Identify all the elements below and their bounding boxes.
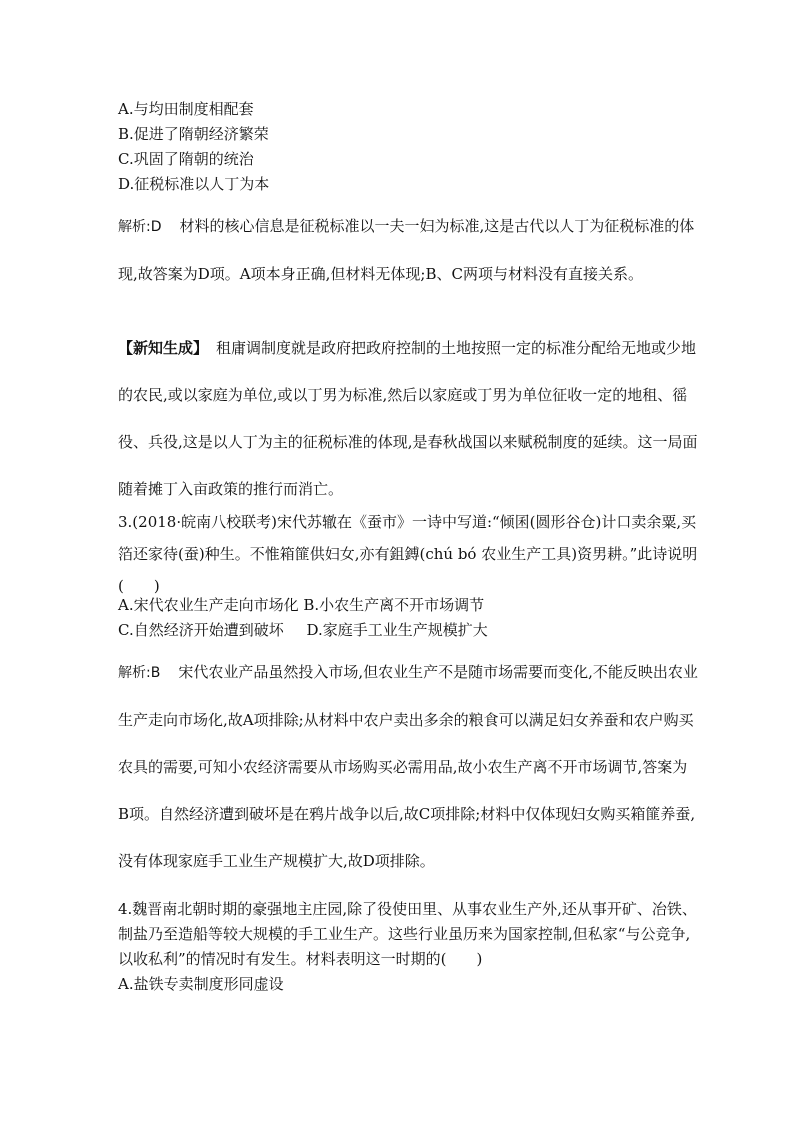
q2-option-b: B.促进了隋朝经济繁荣 — [118, 125, 269, 143]
q3-options — [118, 593, 698, 643]
q3-option-d: D.家庭手工业生产规模扩大 — [306, 621, 488, 639]
q3-analysis-text: 宋代农业产品虽然投入市场,但农业生产不是随市场需要而变化,不能反映出农业生产走向市场化,故A项排除;从材料中农户卖出多余的粮食可以满足妇女养蚕和农户购买农具的需要,可知小农经济需要从市场购买必需用品,故小农生产离不开市场调节,答案为B项。自然经济遭到破坏是在鸦片战争以后,故C项排除;材料中仅体现妇女购买箱篚养蚕,没有体现家庭手工业生产规模扩大,故D项排除。 — [118, 663, 698, 870]
q3-analysis — [118, 649, 698, 885]
q2-option-a: A.与均田制度相配套 — [118, 100, 254, 118]
q3-option-b: B.小农生产离不开市场调节 — [303, 596, 485, 614]
q2-analysis-text: 材料的核心信息是征税标准以一夫一妇为标准,这是古代以人丁为征税标准的体现,故答案为D项。A项本身正确,但材料无体现;B、C两项与材料没有直接关系。 — [118, 217, 695, 283]
q3-stem — [118, 506, 698, 602]
q2-analysis-label: 解析:D — [118, 219, 162, 235]
q4-stem — [118, 897, 698, 997]
q3-stem-text: 3.(2018·皖南八校联考)宋代苏辙在《蚕市》一诗中写道:“倾囷(圆形谷仓)计口卖余粟,买箔还家待(蚕)种生。不惟箱篚供妇女,亦有鉏鎛(chú bó 农业生产工具)资男耕。”此诗说明( ) — [118, 513, 698, 595]
q2-analysis — [118, 203, 698, 298]
new-knowledge-text: 租庸调制度就是政府把政府控制的土地按照一定的标准分配给无地或少地的农民,或以家庭为单位,或以丁男为标准,然后以家庭或丁男为单位征收一定的地租、徭役、兵役,这是以人丁为主的征税标准的体现,是春秋战国以来赋税制度的延续。这一局面随着摊丁入亩政策的推行而消亡。 — [118, 339, 698, 498]
q3-analysis-label: 解析:B — [118, 665, 161, 681]
q4-stem-text: 4.魏晋南北朝时期的豪强地主庄园,除了役使田里、从事农业生产外,还从事开矿、冶铁、制盐乃至造船等较大规模的手工业生产。这些行业虽历来为国家控制,但私家“与公竞争,以收私利”的情况时有发生。材料表明这一时期的( ) — [118, 900, 697, 968]
q4-option-a: A.盐铁专卖制度形同虚设 — [118, 975, 284, 993]
q3-option-a: A.宋代农业生产走向市场化 — [118, 596, 299, 614]
new-knowledge-label: 【新知生成】 — [118, 339, 209, 357]
q2-options — [118, 97, 698, 197]
q3-option-c: C.自然经济开始遭到破坏 — [118, 621, 284, 639]
q2-new-knowledge — [118, 325, 698, 513]
q2-option-d: D.征税标准以人丁为本 — [118, 175, 270, 193]
q2-option-c: C.巩固了隋朝的统治 — [118, 150, 254, 168]
